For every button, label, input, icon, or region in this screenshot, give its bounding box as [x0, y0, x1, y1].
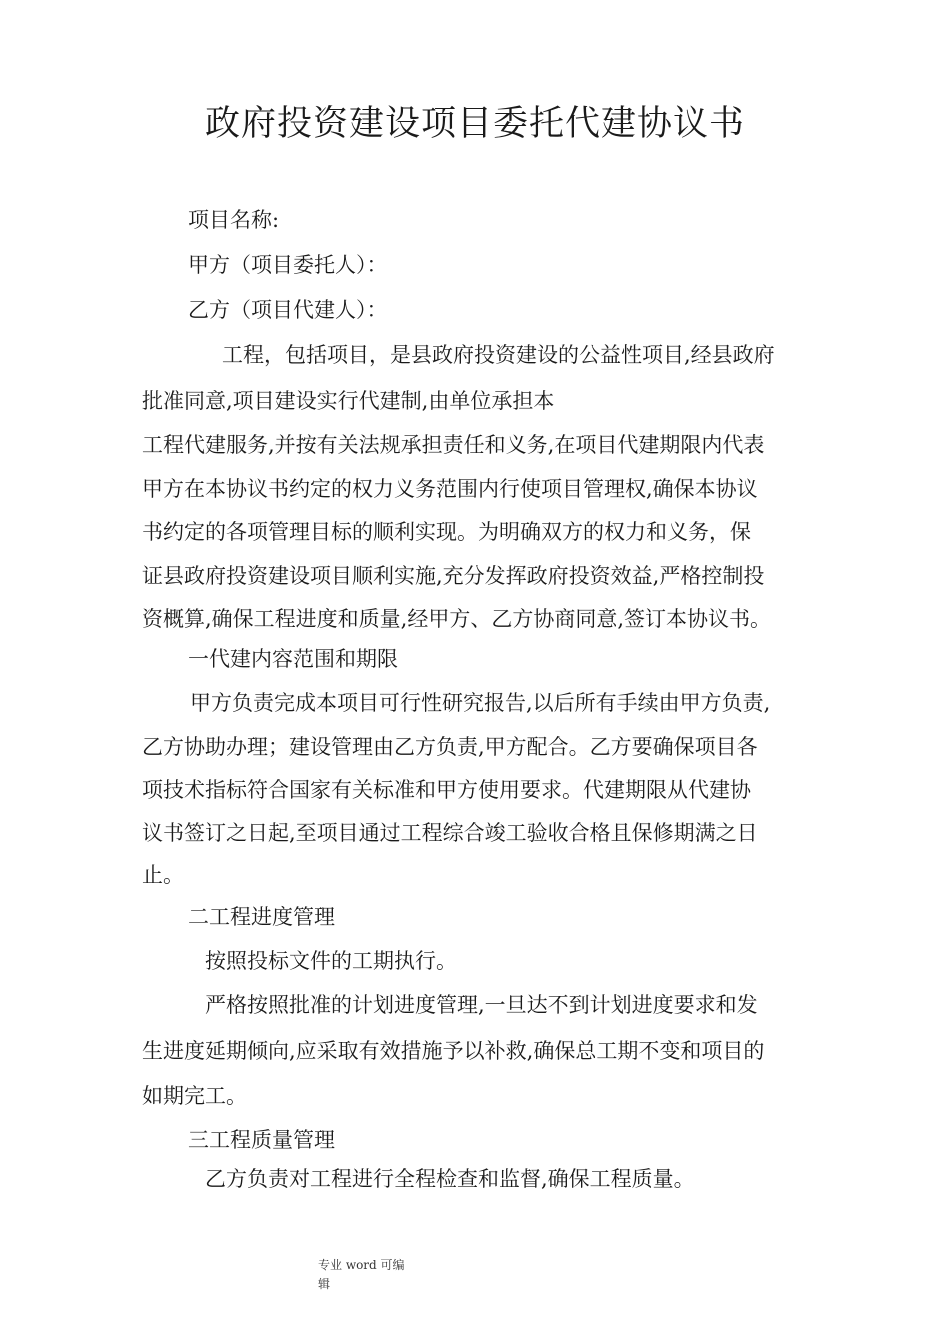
- section-1-heading: 一代建内容范围和期限: [188, 647, 398, 671]
- section-1-line: 止。: [142, 863, 184, 887]
- intro-line: 批准同意,项目建设实行代建制,由单位承担本: [142, 389, 555, 413]
- section-2-heading: 二工程进度管理: [188, 905, 335, 929]
- party-a-field: 甲方（项目委托人）：: [188, 253, 388, 277]
- footer-line: 专业 word 可编: [318, 1258, 405, 1272]
- section-3-heading: 三工程质量管理: [188, 1128, 335, 1152]
- section-2-line: 如期完工。: [142, 1084, 247, 1108]
- intro-line: 书约定的各项管理目标的顺利实现。为明确双方的权力和义务，保: [142, 520, 751, 544]
- footer-line: 辑: [318, 1277, 331, 1291]
- section-2-line: 生进度延期倾向,应采取有效措施予以补救,确保总工期不变和项目的: [142, 1039, 765, 1063]
- party-b-field: 乙方（项目代建人）：: [188, 298, 388, 322]
- section-1-line: 甲方负责完成本项目可行性研究报告,以后所有手续由甲方负责,: [190, 691, 771, 715]
- section-1-line: 议书签订之日起,至项目通过工程综合竣工验收合格且保修期满之日: [142, 821, 758, 845]
- intro-line: 工程，包括项目，是县政府投资建设的公益性项目,经县政府: [222, 343, 775, 367]
- section-1-line: 乙方协助办理；建设管理由乙方负责,甲方配合。乙方要确保项目各: [142, 735, 758, 759]
- project-name-field: 项目名称:: [188, 208, 280, 232]
- page-footer: [318, 1256, 405, 1294]
- intro-line: 工程代建服务,并按有关法规承担责任和义务,在项目代建期限内代表: [142, 433, 765, 457]
- document-title: 政府投资建设项目委托代建协议书: [204, 104, 745, 144]
- intro-line: 资概算,确保工程进度和质量,经甲方、乙方协商同意,签订本协议书。: [142, 607, 772, 631]
- section-3-paragraph: 乙方负责对工程进行全程检查和监督,确保工程质量。: [205, 1167, 695, 1191]
- section-2-line: 严格按照批准的计划进度管理,一旦达不到计划进度要求和发: [205, 993, 758, 1017]
- intro-line: 证县政府投资建设项目顺利实施,充分发挥政府投资效益,严格控制投: [142, 564, 765, 588]
- intro-line: 甲方在本协议书约定的权力义务范围内行使项目管理权,确保本协议: [142, 477, 758, 501]
- section-2-paragraph: 按照投标文件的工期执行。: [205, 949, 457, 973]
- section-1-line: 项技术指标符合国家有关标准和甲方使用要求。代建期限从代建协: [142, 778, 751, 802]
